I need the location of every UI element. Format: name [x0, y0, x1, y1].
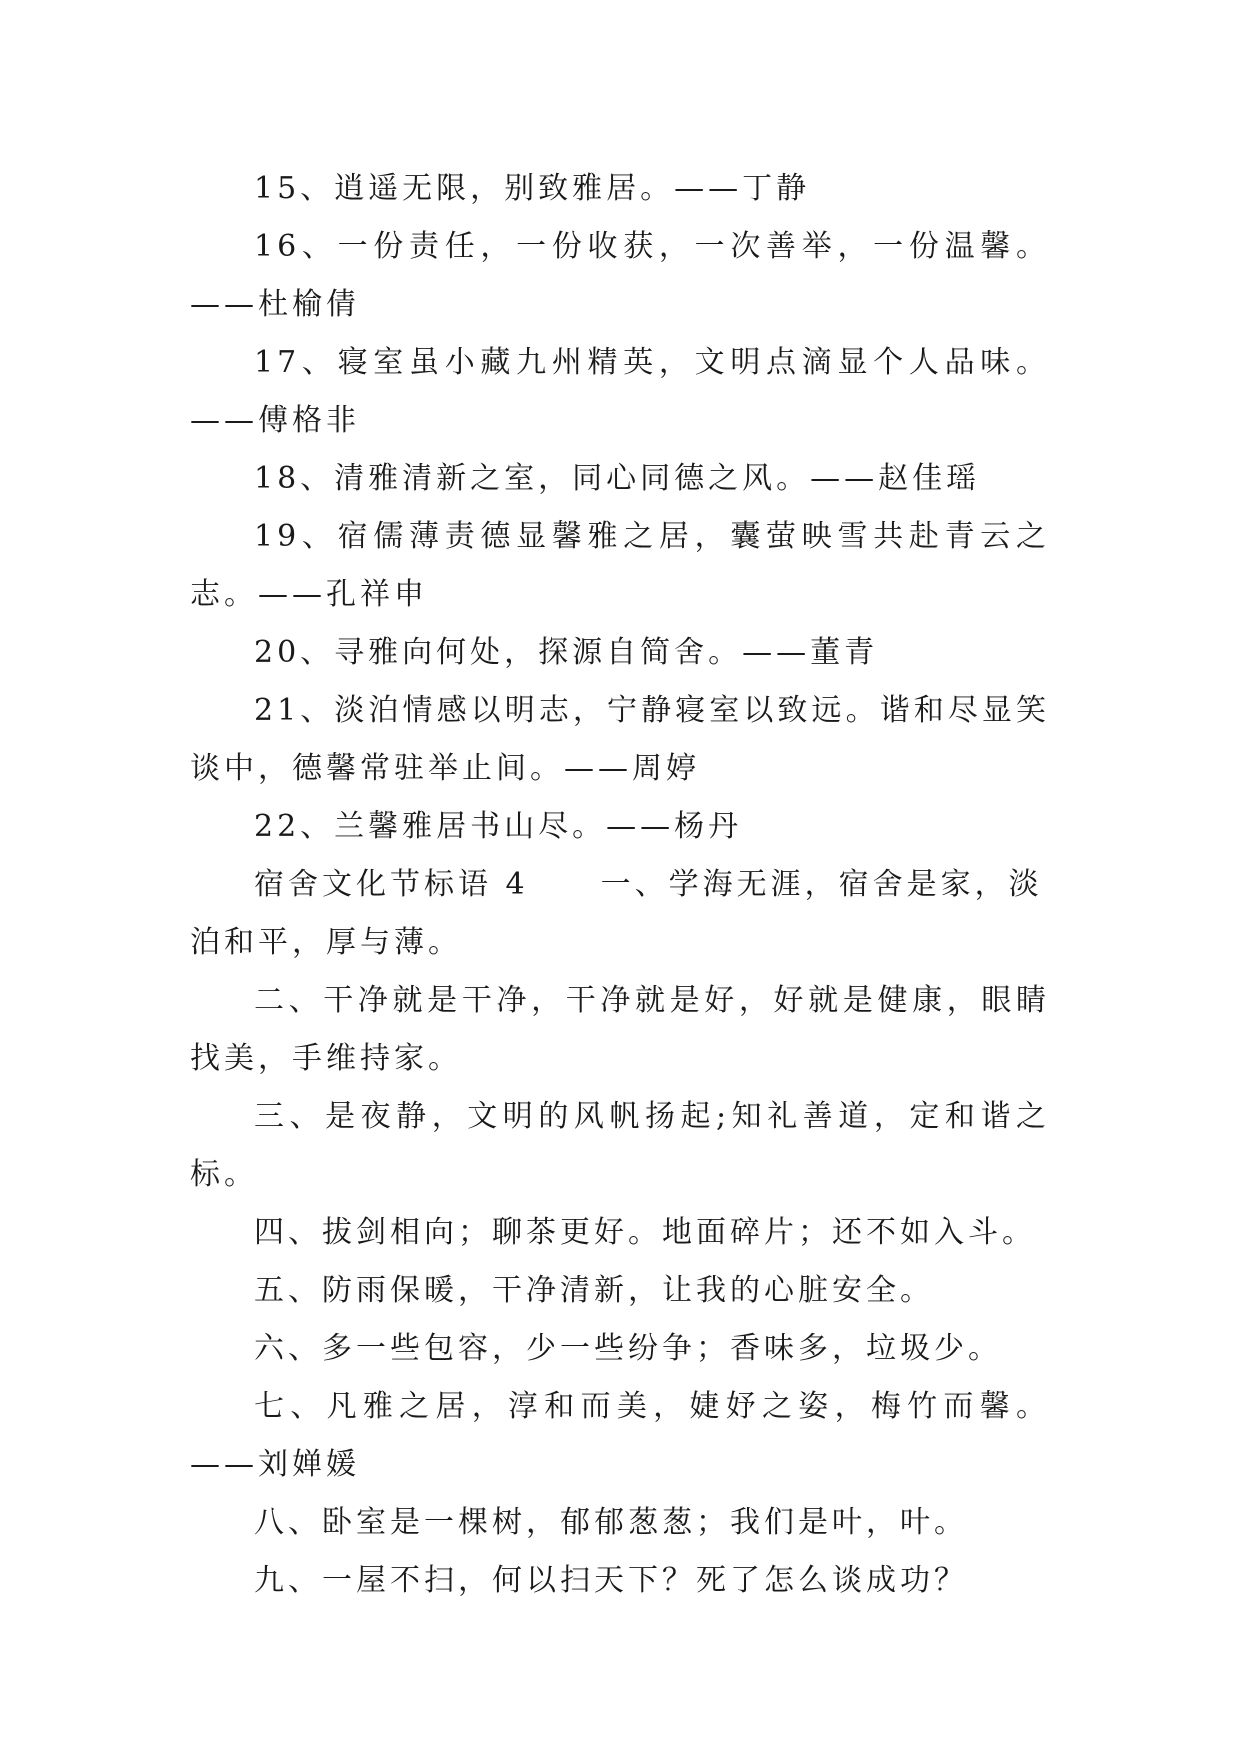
slogan-paragraph: 17、寝室虽小藏九州精英，文明点滴显个人品味。——傅格非 [190, 345, 1050, 438]
slogan-paragraph: 20、寻雅向何处，探源自简舍。——董青 [254, 635, 879, 670]
slogan-item: 六、多一些包容，少一些纷争；香味多，垃圾少。 [254, 1331, 1002, 1366]
section-title: 宿舍文化节标语 4 [254, 867, 529, 902]
slogan-paragraph: 21、淡泊情感以明志，宁静寝室以致远。谐和尽显笑谈中，德馨常驻举止间。——周婷 [190, 693, 1050, 786]
slogan-item: 四、拔剑相向；聊茶更好。地面碎片；还不如入斗。 [254, 1215, 1036, 1250]
slogan-paragraph: 19、宿儒薄责德显馨雅之居，囊萤映雪共赴青云之志。——孔祥申 [190, 519, 1050, 612]
slogan-item: 三、是夜静，文明的风帆扬起;知礼善道，定和谐之标。 [190, 1099, 1050, 1192]
section-first-item: 一、学海无涯，宿舍是家，淡泊和平，厚与薄。 [190, 867, 1043, 960]
section-paragraph [190, 856, 1050, 972]
slogan-item: 九、一屋不扫，何以扫天下？死了怎么谈成功？ [254, 1563, 968, 1598]
slogan-item: 七、凡雅之居，淳和而美，婕妤之姿，梅竹而馨。——刘婵媛 [190, 1389, 1050, 1482]
slogan-paragraph: 18、清雅清新之室，同心同德之风。——赵佳瑶 [254, 461, 981, 496]
slogan-paragraph: 16、一份责任，一份收获，一次善举，一份温馨。——杜榆倩 [190, 229, 1050, 322]
slogan-paragraph: 15、逍遥无限，别致雅居。——丁静 [254, 171, 811, 206]
slogan-paragraph: 22、兰馨雅居书山尽。——杨丹 [254, 809, 743, 844]
slogan-item: 二、干净就是干净，干净就是好，好就是健康，眼睛找美，手维持家。 [190, 983, 1050, 1076]
document-body [190, 160, 1050, 1610]
slogan-item: 五、防雨保暖，干净清新，让我的心脏安全。 [254, 1273, 934, 1308]
slogan-item: 八、卧室是一棵树，郁郁葱葱；我们是叶，叶。 [254, 1505, 968, 1540]
